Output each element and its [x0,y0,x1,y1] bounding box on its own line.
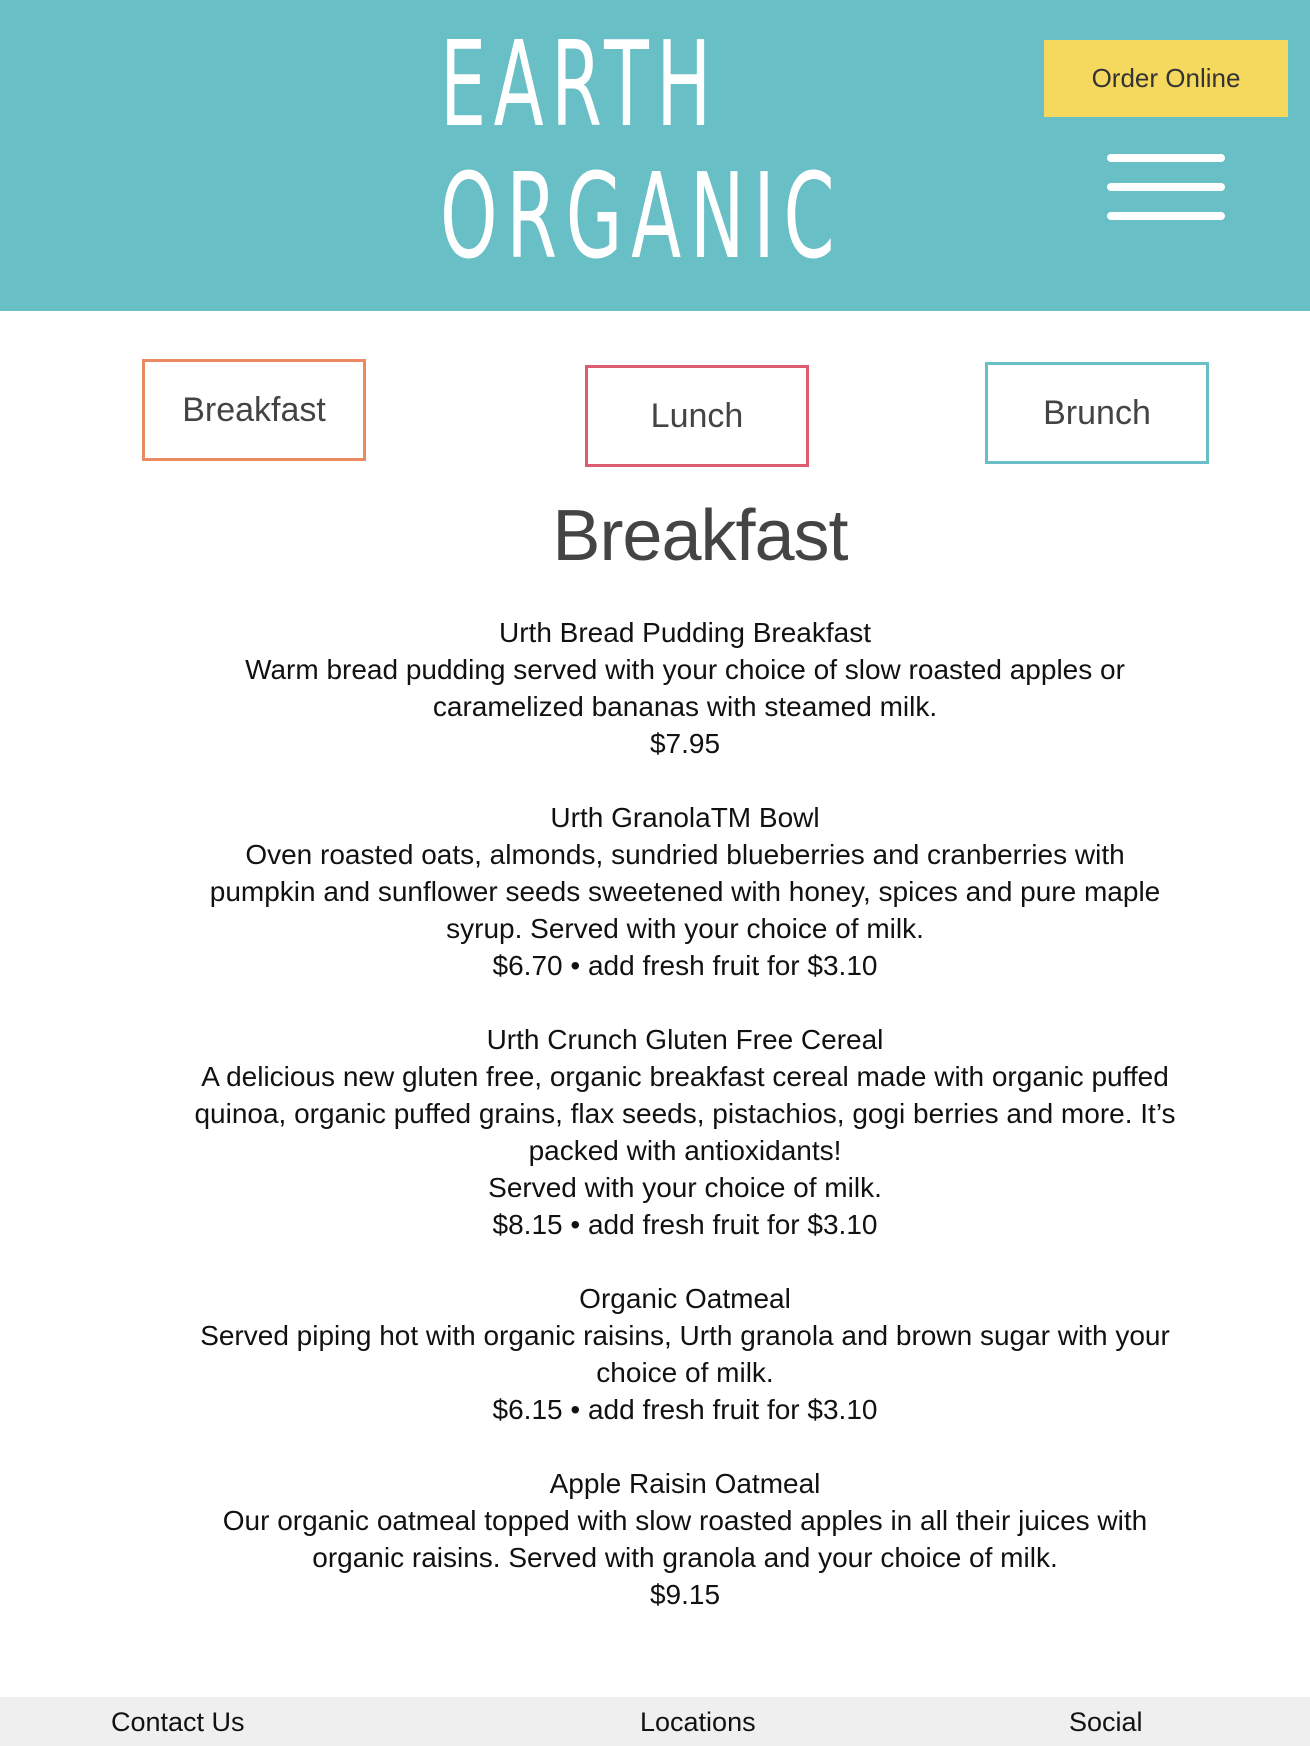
hamburger-bar [1107,154,1225,162]
menu-item [190,1021,1180,1243]
menu-item-name: Organic Oatmeal [579,1283,791,1314]
section-title: Breakfast [552,496,848,576]
menu-item-name: Urth GranolaTM Bowl [550,802,820,833]
logo-line-organic: ORGANIC [440,147,844,285]
tab-breakfast[interactable]: Breakfast [142,359,366,461]
menu-item [190,799,1180,984]
tab-lunch[interactable]: Lunch [585,365,809,467]
hamburger-bar [1107,212,1225,220]
menu-item [190,614,1180,762]
site-header [0,0,1310,311]
menu-item-name: Urth Bread Pudding Breakfast [499,617,871,648]
menu-item-price: $9.15 [649,1579,721,1610]
menu-item-description-extra: Served with your choice of milk. [488,1172,882,1203]
menu-item-price: $7.95 [649,728,721,759]
footer-contact-link[interactable]: Contact Us [111,1707,245,1737]
menu-item-price: $8.15 • add fresh fruit for $3.10 [492,1209,878,1240]
site-footer [0,1697,1310,1746]
hamburger-bar [1107,183,1225,191]
menu-item [190,1465,1180,1613]
menu-item [190,1280,1180,1428]
tab-brunch[interactable]: Brunch [985,362,1209,464]
breakfast-menu [190,614,1180,1650]
menu-item-price: $6.70 • add fresh fruit for $3.10 [492,950,878,981]
menu-item-description: Oven roasted oats, almonds, sundried blueberries and cranberries with pumpkin and sunflower seeds sweetened with honey, spices and pure maple syrup. Served with your choice of milk. [209,839,1161,944]
footer-locations-link[interactable]: Locations [640,1707,756,1737]
menu-item-description: Our organic oatmeal topped with slow roasted apples in all their juices with organic raisins. Served with granola and your choice of milk. [222,1505,1148,1573]
brand-logo[interactable] [440,15,940,288]
menu-item-description: Warm bread pudding served with your choice of slow roasted apples or caramelized bananas with steamed milk. [245,654,1125,722]
menu-item-name: Urth Crunch Gluten Free Cereal [486,1024,884,1055]
order-online-button[interactable]: Order Online [1044,40,1288,117]
hamburger-menu-icon[interactable] [1107,151,1225,223]
menu-item-price: $6.15 • add fresh fruit for $3.10 [492,1394,878,1425]
logo-line-earth: EARTH [440,15,719,153]
footer-social-link[interactable]: Social [1069,1707,1143,1737]
menu-item-description: Served piping hot with organic raisins, Urth granola and brown sugar with your choice of milk. [200,1320,1170,1388]
menu-item-description: A delicious new gluten free, organic breakfast cereal made with organic puffed quinoa, organic puffed grains, flax seeds, pistachios, gogi berries and more. It’s packed with antioxidants! [194,1061,1176,1166]
menu-item-name: Apple Raisin Oatmeal [549,1468,821,1499]
